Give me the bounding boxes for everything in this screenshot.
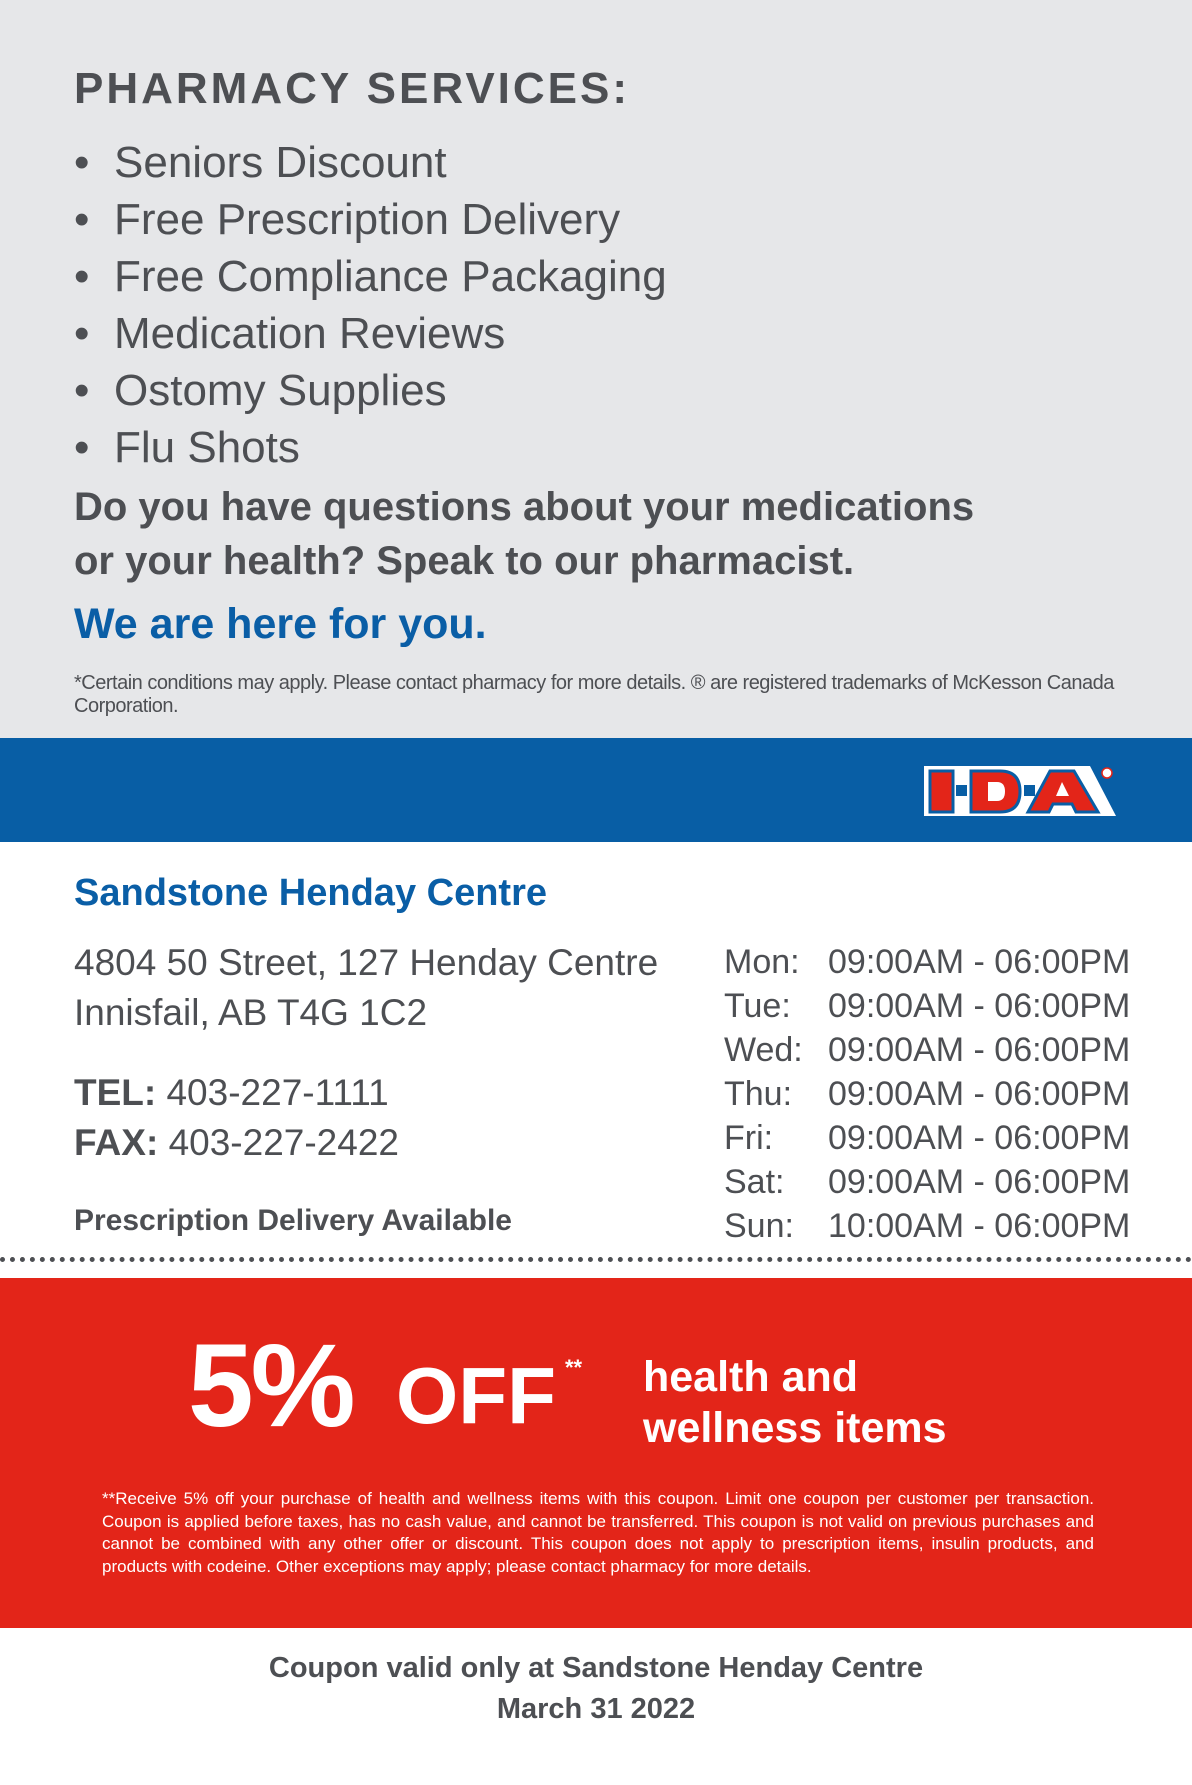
services-list — [74, 134, 667, 476]
bullet-icon: • — [74, 309, 90, 358]
day-label: Sat: — [724, 1163, 785, 1201]
services-title: PHARMACY SERVICES: — [74, 64, 631, 113]
validity-date: March 31 2022 — [496, 1693, 696, 1725]
service-label: Medication Reviews — [114, 309, 506, 358]
services-panel — [0, 0, 1192, 738]
day-label: Mon: — [724, 943, 800, 981]
time-range: 09:00AM - 06:00PM — [828, 1163, 1131, 1201]
footnote-marker: ** — [565, 1355, 583, 1380]
fax-number: 403-227-2422 — [168, 1122, 399, 1163]
discount-percent: 5% — [188, 1320, 353, 1452]
day-label: Thu: — [724, 1075, 793, 1113]
discount-description — [643, 1352, 947, 1454]
day-label: Tue: — [724, 987, 791, 1025]
time-range: 09:00AM - 06:00PM — [828, 1119, 1131, 1157]
hours-row — [724, 1072, 1130, 1116]
discount-coupon — [0, 1278, 1192, 1628]
tel-number: 403-227-1111 — [166, 1072, 389, 1113]
store-hours — [724, 940, 1130, 1248]
hours-row — [724, 940, 1130, 984]
list-item — [74, 362, 667, 419]
coupon-cut-line — [0, 1257, 1192, 1262]
discount-off: OFF — [396, 1351, 556, 1440]
ida-logo — [922, 760, 1118, 822]
coupon-fine-print: **Receive 5% off your purchase of health and wellness items with this coupon. Limit one coupon per customer per transaction. Coupon is applied before taxes, has no cash value, and cannot be transferred. This coupon is not valid on previous purchases and cannot be combined with any other offer or discount. This coupon does not apply to prescription items, insulin products, and products with codeine. Other exceptions may apply; please contact pharmacy for more details. — [102, 1489, 1094, 1576]
store-address — [74, 938, 658, 1038]
fax-label: FAX: — [74, 1122, 159, 1163]
validity-store: Coupon valid only at Sandstone Henday Centre — [268, 1652, 924, 1684]
list-item — [74, 419, 667, 476]
address-line: Innisfail, AB T4G 1C2 — [74, 992, 428, 1033]
bullet-icon: • — [74, 366, 90, 415]
time-range: 09:00AM - 06:00PM — [828, 943, 1131, 981]
fax-row — [74, 1118, 399, 1168]
service-label: Ostomy Supplies — [114, 366, 447, 415]
list-item — [74, 248, 667, 305]
list-item — [74, 305, 667, 362]
tel-label: TEL: — [74, 1072, 157, 1113]
time-range: 10:00AM - 06:00PM — [828, 1207, 1131, 1245]
contact-info — [74, 1068, 399, 1168]
description-line: health and — [643, 1353, 859, 1401]
phone-row — [74, 1068, 399, 1118]
day-label: Fri: — [724, 1119, 774, 1157]
hours-row — [724, 984, 1130, 1028]
bullet-icon: • — [74, 138, 90, 187]
question-line: Do you have questions about your medications — [74, 485, 975, 529]
pharmacist-question — [74, 480, 1124, 588]
time-range: 09:00AM - 06:00PM — [828, 1031, 1131, 1069]
tagline: We are here for you. — [74, 600, 487, 648]
time-range: 09:00AM - 06:00PM — [828, 987, 1131, 1025]
bullet-icon: • — [74, 195, 90, 244]
address-line: 4804 50 Street, 127 Henday Centre — [74, 942, 659, 983]
list-item — [74, 191, 667, 248]
time-range: 09:00AM - 06:00PM — [828, 1075, 1131, 1113]
service-label: Flu Shots — [114, 423, 300, 472]
hours-row — [724, 1028, 1130, 1072]
hours-row — [724, 1116, 1130, 1160]
service-label: Free Compliance Packaging — [114, 252, 667, 301]
day-label: Wed: — [724, 1031, 803, 1069]
day-label: Sun: — [724, 1207, 794, 1245]
hours-row — [724, 1160, 1130, 1204]
description-line: wellness items — [643, 1404, 947, 1452]
service-label: Seniors Discount — [114, 138, 447, 187]
list-item — [74, 134, 667, 191]
question-line: or your health? Speak to our pharmacist. — [74, 539, 855, 583]
bullet-icon: • — [74, 252, 90, 301]
delivery-note: Prescription Delivery Available — [74, 1204, 512, 1237]
coupon-validity — [0, 1648, 1192, 1730]
bullet-icon: • — [74, 423, 90, 472]
disclaimer: *Certain conditions may apply. Please contact pharmacy for more details. ® are registered trademarks of McKesson Canada Corporation. — [74, 672, 1114, 717]
service-label: Free Prescription Delivery — [114, 195, 621, 244]
hours-row — [724, 1204, 1130, 1248]
store-name: Sandstone Henday Centre — [74, 872, 547, 914]
